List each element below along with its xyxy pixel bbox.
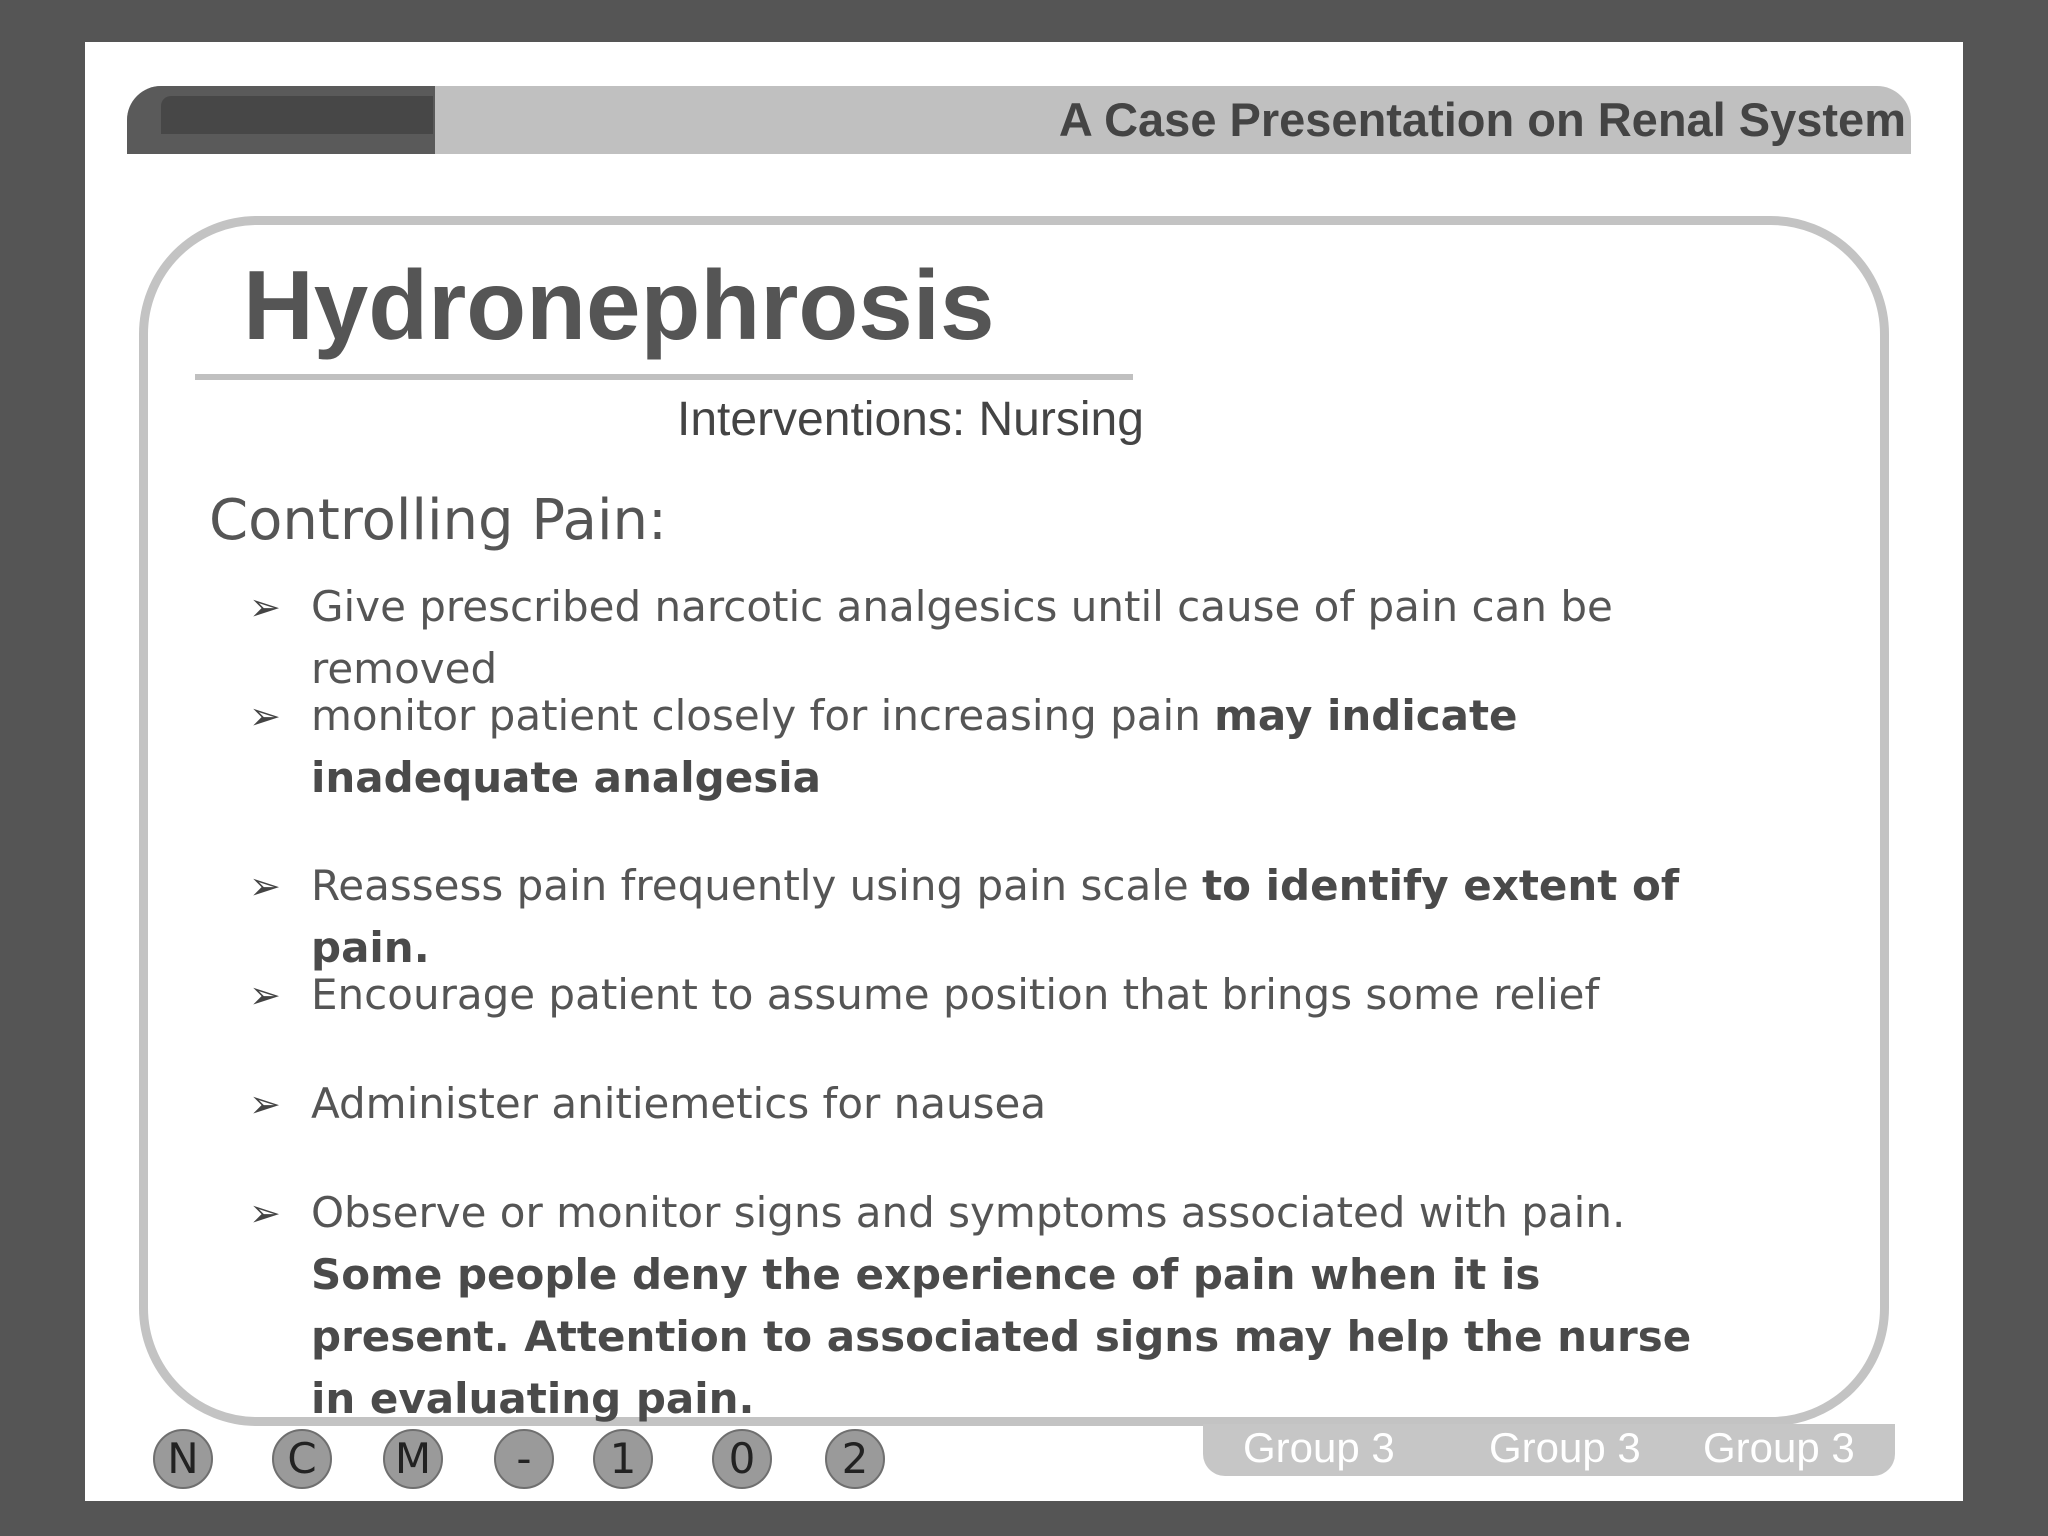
course-code-letter: M bbox=[383, 1429, 443, 1489]
group-label: Group 3 bbox=[1243, 1424, 1395, 1471]
course-code-letter: 2 bbox=[825, 1429, 885, 1489]
course-code-letter: N bbox=[153, 1429, 213, 1489]
slide-subtitle: Interventions: Nursing bbox=[677, 393, 1144, 446]
course-code-letter: - bbox=[494, 1429, 554, 1489]
bullet-text: monitor patient closely for increasing pain may indicate inadequate analgesia bbox=[311, 691, 1518, 802]
arrow-bullet-icon: ➢ bbox=[249, 1082, 281, 1126]
bullet-text: Encourage patient to assume position that brings some relief bbox=[311, 970, 1600, 1019]
bullet-text: Give prescribed narcotic analgesics until cause of pain can be removed bbox=[311, 582, 1613, 693]
group-label: Group 3 bbox=[1703, 1424, 1855, 1471]
arrow-bullet-icon: ➢ bbox=[249, 973, 281, 1017]
arrow-bullet-icon: ➢ bbox=[249, 585, 281, 629]
section-heading: Controlling Pain: bbox=[209, 488, 667, 553]
header-title: A Case Presentation on Renal System bbox=[1058, 93, 1906, 146]
arrow-bullet-icon: ➢ bbox=[249, 864, 281, 908]
header-accent-inner bbox=[161, 96, 433, 134]
slide-title: Hydronephrosis bbox=[243, 250, 995, 360]
slide bbox=[85, 42, 1963, 1501]
course-code-letter: 0 bbox=[712, 1429, 772, 1489]
title-underline bbox=[195, 374, 1133, 380]
arrow-bullet-icon: ➢ bbox=[249, 694, 281, 738]
arrow-bullet-icon: ➢ bbox=[249, 1191, 281, 1235]
bullet-text: Reassess pain frequently using pain scale to identify extent of pain. bbox=[311, 861, 1680, 972]
bullet-text: Observe or monitor signs and symptoms associated with pain. Some people deny the experience of pain when it is present. Attention to associated signs may help the nurse in evaluating pain. bbox=[311, 1188, 1692, 1423]
course-code-letter: 1 bbox=[593, 1429, 653, 1489]
course-code-letter: C bbox=[272, 1429, 332, 1489]
group-label: Group 3 bbox=[1489, 1424, 1641, 1471]
bullet-text: Administer anitiemetics for nausea bbox=[311, 1079, 1047, 1128]
